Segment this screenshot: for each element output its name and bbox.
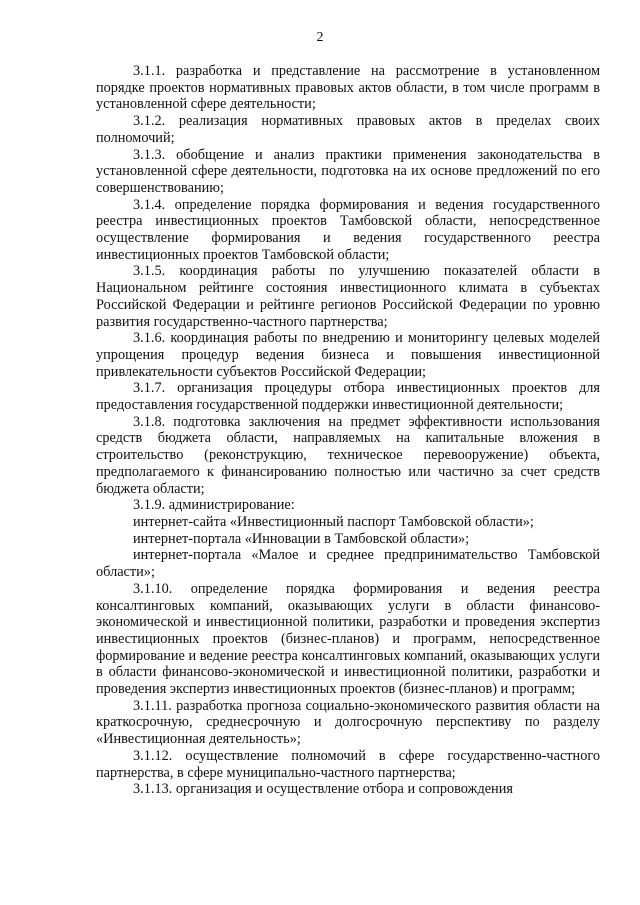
list-item-innovations-portal: интернет-портала «Инновации в Тамбовской области»; — [133, 530, 470, 547]
paragraph-3-1-6: 3.1.6. координация работы по внедрению и мониторингу целевых моделей упрощения процедур ведения бизнеса и повышения инвестиционной привлекательности субъектов Российской Федерации; — [96, 330, 600, 380]
paragraph-3-1-10: 3.1.10. определение порядка формирования и ведения реестра консалтинговых компаний, оказывающих услуги в области финансово-экономической и инвестиционной политики, разработки и проведения экспертиз инвестиционных проектов (бизнес-планов) и программ, непосредственное формирование и ведение реестра консалтинговых компаний, оказывающих услуги в области финансово-экономической и инвестиционной политики, разработки и проведения экспертиз инвестиционных проектов (бизнес-планов) и программ; — [96, 580, 600, 698]
paragraph-3-1-11: 3.1.11. разработка прогноза социально-экономического развития области на краткосрочную, среднесрочную и долгосрочную перспективу по разделу «Инвестиционная деятельность»; — [96, 697, 600, 748]
paragraph-3-1-9: 3.1.9. администрирование: — [133, 497, 295, 514]
paragraph-3-1-8: 3.1.8. подготовка заключения на предмет эффективности использования средств бюджета области, направляемых на капитальные вложения в строительство (реконструкцию, техническое перевооружение) объекта, предполагаемого к финансированию полностью или частично за счет средств бюджета области; — [96, 413, 600, 497]
page-number: 2 — [316, 30, 324, 45]
list-item-investment-passport-site: интернет-сайта «Инвестиционный паспорт Тамбовской области»; — [133, 513, 534, 530]
paragraph-3-1-1: 3.1.1. разработка и представление на рассмотрение в установленном порядке проектов нормативных правовых актов области, в том числе программ в установленной сфере деятельности; — [96, 63, 600, 113]
paragraph-3-1-7: 3.1.7. организация процедуры отбора инвестиционных проектов для предоставления государственной поддержки инвестиционной деятельности; — [96, 380, 600, 414]
paragraph-3-1-13: 3.1.13. организация и осуществление отбора и сопровождения — [133, 781, 513, 798]
paragraph-3-1-4: 3.1.4. определение порядка формирования и ведения государственного реестра инвестиционных проектов Тамбовской области, непосредственное осуществление формирования и ведения государственного реестра инвестиционных проектов Тамбовской области; — [96, 196, 600, 263]
paragraph-3-1-5: 3.1.5. координация работы по улучшению показателей области в Национальном рейтинге состояния инвестиционного климата в субъектах Российской Федерации и рейтинге регионов Российской Федерации по уровню развития государственно-частного партнерства; — [96, 263, 600, 330]
paragraph-3-1-2: 3.1.2. реализация нормативных правовых актов в пределах своих полномочий; — [96, 113, 600, 146]
document-body — [96, 63, 600, 798]
list-item-small-business-portal: интернет-портала «Малое и среднее предпринимательство Тамбовской области»; — [96, 547, 600, 581]
paragraph-3-1-12: 3.1.12. осуществление полномочий в сфере государственно-частного партнерства, в сфере муниципально-частного партнерства; — [96, 747, 600, 781]
paragraph-3-1-3: 3.1.3. обобщение и анализ практики применения законодательства в установленной сфере деятельности, подготовка на их основе предложений по его совершенствованию; — [96, 146, 600, 196]
